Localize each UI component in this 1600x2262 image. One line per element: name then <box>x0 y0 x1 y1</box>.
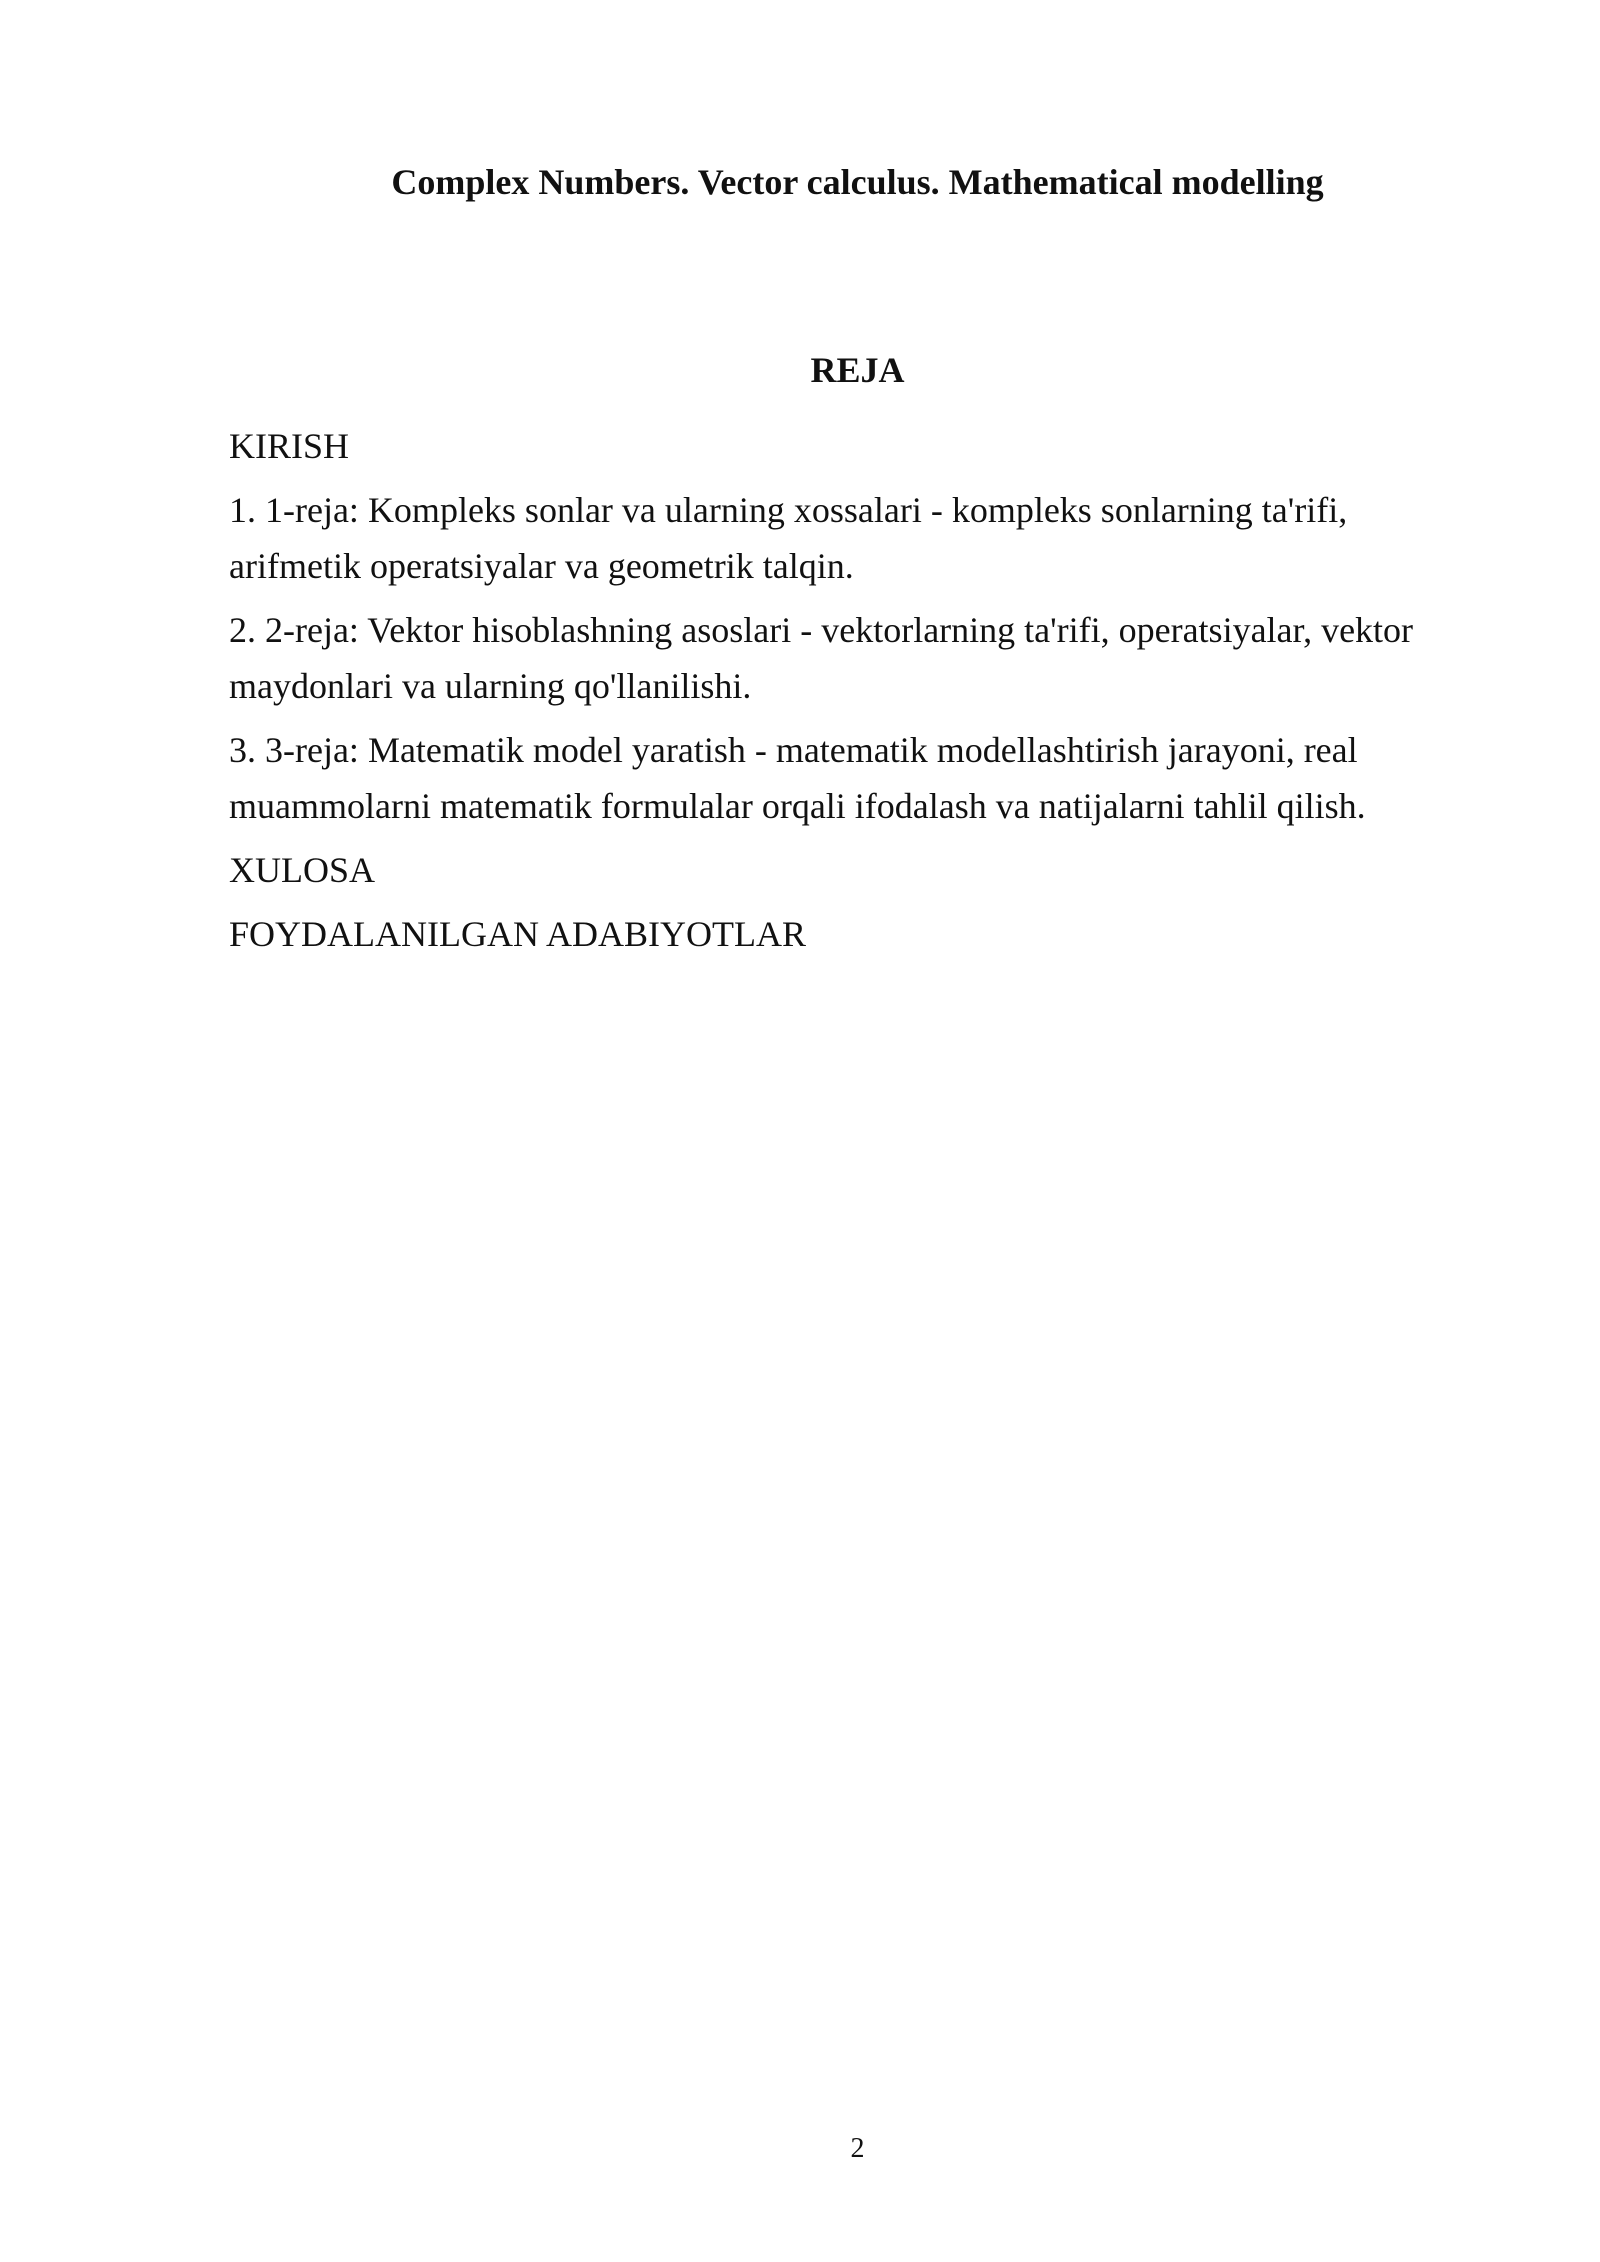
document-title: Complex Numbers. Vector calculus. Mathematical modelling <box>391 162 1324 202</box>
plan-item-references: FOYDALANILGAN ADABIYOTLAR <box>229 914 806 954</box>
plan-list <box>229 418 1486 970</box>
page-number: 2 <box>850 2133 865 2164</box>
plan-item-conclusion: XULOSA <box>229 850 376 890</box>
plan-item-intro: KIRISH <box>229 426 350 466</box>
plan-heading: REJA <box>810 350 905 390</box>
plan-item-3: 3. 3-reja: Matematik model yaratish - matematik modellashtirish jarayoni, real muammolarni matematik formulalar orqali ifodalash va natijalarni tahlil qilish. <box>229 730 1366 826</box>
plan-item-1: 1. 1-reja: Kompleks sonlar va ularning xossalari - kompleks sonlarning ta'rifi, arifmetik operatsiyalar va geometrik talqin. <box>229 490 1348 586</box>
plan-item-2: 2. 2-reja: Vektor hisoblashning asoslari - vektorlarning ta'rifi, operatsiyalar, vektor maydonlari va ularning qo'llanilishi. <box>229 610 1414 706</box>
